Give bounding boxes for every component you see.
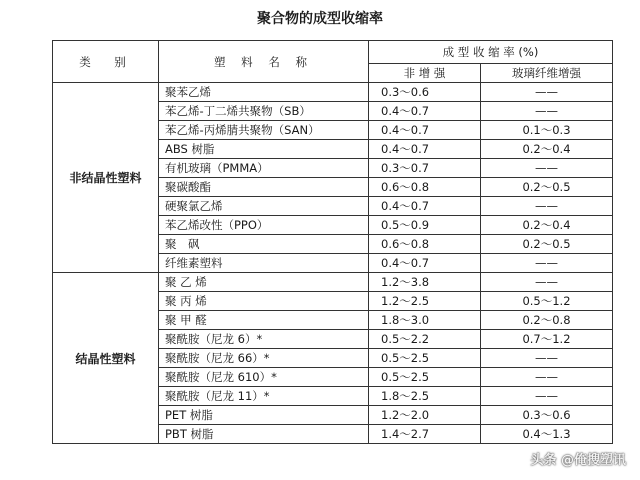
plastic-name-cell: 苯乙烯改性（PPO） — [159, 216, 369, 235]
non-reinforced-cell: 1.8～2.5 — [369, 387, 481, 406]
plastic-name-cell: 聚碳酸酯 — [159, 178, 369, 197]
glass-fiber-cell: 0.3～0.6 — [481, 406, 613, 425]
plastic-name-cell: 苯乙烯-丙烯腈共聚物（SAN） — [159, 121, 369, 140]
non-reinforced-cell: 1.2～3.8 — [369, 273, 481, 292]
non-reinforced-cell: 0.5～2.5 — [369, 349, 481, 368]
plastic-name-cell: 有机玻璃（PMMA） — [159, 159, 369, 178]
non-reinforced-cell: 0.5～2.2 — [369, 330, 481, 349]
plastic-name-cell: 硬聚氯乙烯 — [159, 197, 369, 216]
glass-fiber-cell: —— — [481, 102, 613, 121]
non-reinforced-cell: 0.3～0.7 — [369, 159, 481, 178]
non-reinforced-cell: 1.8～3.0 — [369, 311, 481, 330]
plastic-name-cell: 聚 甲 醛 — [159, 311, 369, 330]
header-glass-fiber: 玻璃纤维增强 — [481, 64, 613, 83]
glass-fiber-cell: 0.2～0.4 — [481, 140, 613, 159]
table-body — [53, 83, 613, 444]
non-reinforced-cell: 0.6～0.8 — [369, 178, 481, 197]
header-non-reinforced: 非 增 强 — [369, 64, 481, 83]
glass-fiber-cell: —— — [481, 83, 613, 102]
non-reinforced-cell: 1.4～2.7 — [369, 425, 481, 444]
plastic-name-cell: ABS 树脂 — [159, 140, 369, 159]
plastic-name-cell: 聚酰胺（尼龙 610）* — [159, 368, 369, 387]
glass-fiber-cell: —— — [481, 159, 613, 178]
category-cell: 结晶性塑料 — [53, 273, 159, 444]
glass-fiber-cell: 0.2～0.8 — [481, 311, 613, 330]
table-row — [53, 83, 613, 102]
plastic-name-cell: 聚酰胺（尼龙 6）* — [159, 330, 369, 349]
non-reinforced-cell: 0.4～0.7 — [369, 121, 481, 140]
glass-fiber-cell: —— — [481, 368, 613, 387]
header-category: 类 别 — [53, 41, 159, 83]
non-reinforced-cell: 1.2～2.5 — [369, 292, 481, 311]
glass-fiber-cell: —— — [481, 197, 613, 216]
non-reinforced-cell: 0.5～2.5 — [369, 368, 481, 387]
plastic-name-cell: PET 树脂 — [159, 406, 369, 425]
non-reinforced-cell: 1.2～2.0 — [369, 406, 481, 425]
non-reinforced-cell: 0.3～0.6 — [369, 83, 481, 102]
category-cell: 非结晶性塑料 — [53, 83, 159, 273]
plastic-name-cell: 纤维素塑料 — [159, 254, 369, 273]
glass-fiber-cell: 0.2～0.4 — [481, 216, 613, 235]
header-plastic-name: 塑 料 名 称 — [159, 41, 369, 83]
plastic-name-cell: 聚 乙 烯 — [159, 273, 369, 292]
non-reinforced-cell: 0.4～0.7 — [369, 197, 481, 216]
plastic-name-cell: 聚 砜 — [159, 235, 369, 254]
non-reinforced-cell: 0.4～0.7 — [369, 102, 481, 121]
glass-fiber-cell: 0.1～0.3 — [481, 121, 613, 140]
header-shrinkage-rate: 成 型 收 缩 率 (%) — [369, 41, 613, 64]
glass-fiber-cell: —— — [481, 349, 613, 368]
plastic-name-cell: 聚酰胺（尼龙 11）* — [159, 387, 369, 406]
glass-fiber-cell: 0.2～0.5 — [481, 178, 613, 197]
non-reinforced-cell: 0.4～0.7 — [369, 140, 481, 159]
plastic-name-cell: 聚酰胺（尼龙 66）* — [159, 349, 369, 368]
plastic-name-cell: PBT 树脂 — [159, 425, 369, 444]
shrinkage-table — [52, 40, 613, 444]
glass-fiber-cell: —— — [481, 254, 613, 273]
glass-fiber-cell: 0.4～1.3 — [481, 425, 613, 444]
plastic-name-cell: 聚苯乙烯 — [159, 83, 369, 102]
glass-fiber-cell: 0.5～1.2 — [481, 292, 613, 311]
glass-fiber-cell: 0.2～0.5 — [481, 235, 613, 254]
plastic-name-cell: 苯乙烯-丁二烯共聚物（SB） — [159, 102, 369, 121]
glass-fiber-cell: —— — [481, 273, 613, 292]
non-reinforced-cell: 0.6～0.8 — [369, 235, 481, 254]
glass-fiber-cell: 0.7～1.2 — [481, 330, 613, 349]
non-reinforced-cell: 0.4～0.7 — [369, 254, 481, 273]
plastic-name-cell: 聚 丙 烯 — [159, 292, 369, 311]
glass-fiber-cell: —— — [481, 387, 613, 406]
watermark: 头条 @俺搜塑讯 — [530, 453, 626, 468]
page-title: 聚合物的成型收缩率 — [257, 11, 383, 27]
table-row — [53, 273, 613, 292]
non-reinforced-cell: 0.5～0.9 — [369, 216, 481, 235]
